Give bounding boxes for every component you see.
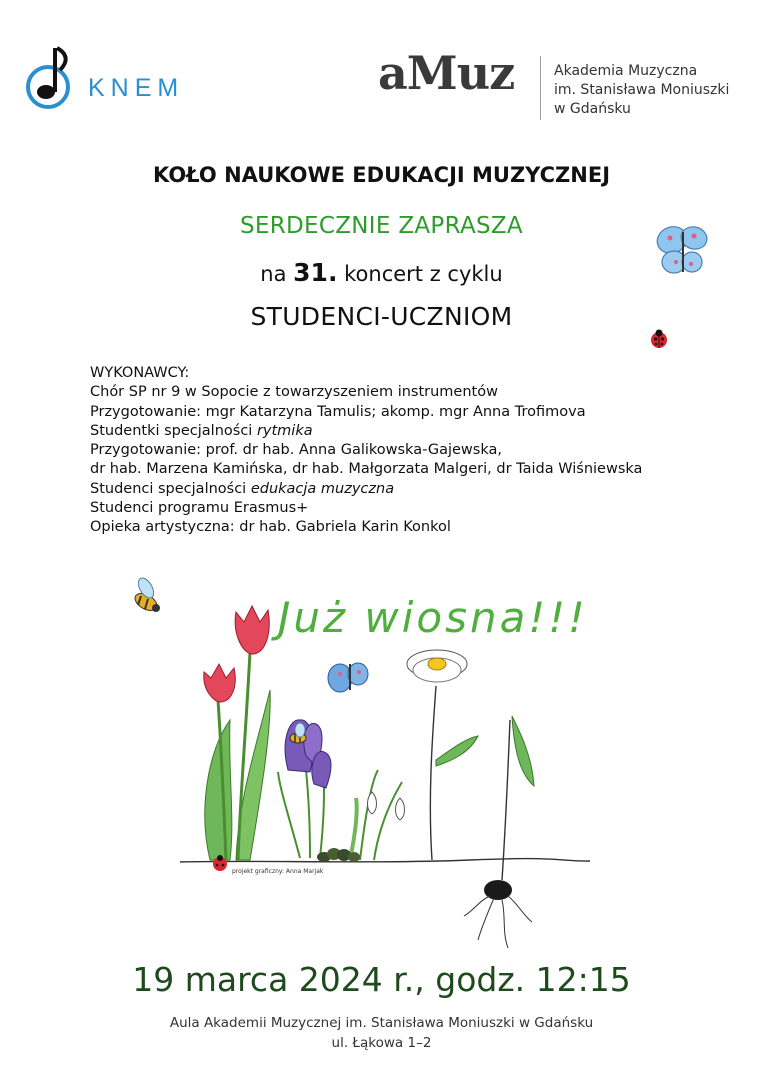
performer-line <box>90 403 642 422</box>
amuz-name-line-3: w Gdańsku <box>554 101 631 117</box>
performer-specialty: edukacja muzyczna <box>250 480 395 497</box>
performers-section <box>90 364 642 538</box>
concert-prefix: na <box>260 262 287 286</box>
organizer-title: KOŁO NAUKOWE EDUKACJI MUZYCZNEJ <box>152 163 611 187</box>
cycle-name: STUDENCI-UCZNIOM <box>250 302 513 331</box>
performer-text: Przygotowanie: mgr Katarzyna Tamulis; akomp. mgr Anna Trofimova <box>90 403 586 420</box>
performer-text: Opieka artystyczna: dr hab. Gabriela Karin Konkol <box>90 519 451 536</box>
performer-text: Studentki specjalności <box>90 422 257 439</box>
concert-suffix: koncert z cyklu <box>344 262 503 286</box>
knem-logo-text: KNEM <box>88 74 185 102</box>
event-venue: Aula Akademii Muzycznej im. Stanisława Moniuszki w Gdańsku <box>169 1015 594 1031</box>
performers-heading: WYKONAWCY: <box>90 365 190 381</box>
bee-icon <box>132 575 160 614</box>
performer-line <box>90 480 642 499</box>
amuz-logo-divider <box>540 56 541 120</box>
performer-text: Studenci programu Erasmus+ <box>90 500 309 517</box>
performer-line <box>90 441 642 460</box>
amuz-institution-name <box>554 62 729 119</box>
concert-line <box>0 258 763 287</box>
performer-text: Chór SP nr 9 w Sopocie z towarzyszeniem instrumentów <box>90 384 498 401</box>
performer-line <box>90 383 642 402</box>
concert-number: 31. <box>293 258 338 287</box>
amuz-logo-word: aMuz <box>378 46 515 100</box>
ladybug-icon <box>648 328 670 350</box>
handwritten-title: Już wiosna!!! <box>278 593 588 642</box>
event-date: 19 marca 2024 r., godz. 12:15 <box>132 960 631 999</box>
illustration-credit: projekt graficzny: Anna Marjak <box>232 868 324 875</box>
daisy-flower <box>407 650 467 682</box>
spring-illustration <box>110 560 670 960</box>
performer-line <box>90 518 642 537</box>
performer-text: dr hab. Marzena Kamińska, dr hab. Małgorzata Malgeri, dr Taida Wiśniewska <box>90 461 643 478</box>
amuz-name-line-1: Akademia Muzyczna <box>554 63 698 79</box>
knem-note-icon <box>24 40 84 112</box>
performer-text: Studenci specjalności <box>90 480 251 497</box>
performer-text: Przygotowanie: prof. dr hab. Anna Galikowska-Gajewska, <box>90 442 502 459</box>
invitation-heading: SERDECZNIE ZAPRASZA <box>240 213 523 239</box>
performer-line <box>90 499 642 518</box>
amuz-name-line-2: im. Stanisława Moniuszki <box>554 82 730 98</box>
performer-specialty: rytmika <box>256 422 313 439</box>
performer-line <box>90 422 642 441</box>
event-address: ul. Łąkowa 1–2 <box>331 1035 432 1051</box>
performer-line <box>90 460 642 479</box>
butterfly-icon <box>328 663 368 692</box>
